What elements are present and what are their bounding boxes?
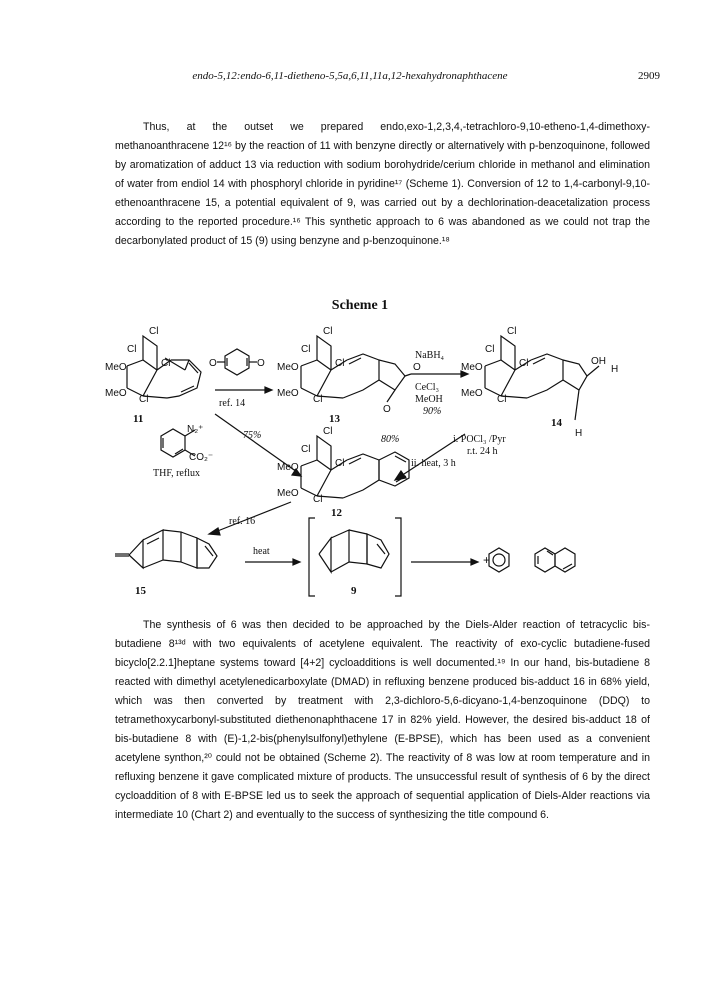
label-h: H [575,428,583,439]
benzyne-n2: N₂⁺ [187,424,204,435]
scheme-title: Scheme 1 [331,298,389,313]
label-oh: OH [591,356,606,367]
compound-15-structure [115,530,217,568]
reagent-ref16: ref. 16 [229,516,256,527]
label-cl: Cl [301,444,311,455]
naphthalene-structure [535,548,575,572]
scheme-1-figure [105,318,625,608]
reagent-ref14: ref. 14 [219,398,246,409]
compound-14-structure [485,336,599,420]
paragraph-text: The synthesis of 6 was then decided to be approached by the Diels-Alder reaction of tetracyclic bis-butadiene 8¹³ᵈ with two equivalents of acetylene equivalent. The reactivity of exo-cyclic butadiene-fused bicyclo[2.2.1]heptane systems toward [4+2] cycloadditions is well documented.¹⁹ In our hand, bis-butadiene 8 reacted with dimethyl acetylenedicarboxylate (DMAD) in refluxing benzene produced bis-adduct 16 in 68% yield, which was then converted by treatment with 2,3-dichloro-5,6-dicyano-1,4-benzoquinone (DDQ) to tetramethoxycarbonyl-substituted diethenonaphthacene 17 in 82% yield. However, the desired bis-adduct 18 of bis-butadiene 8 with (E)-1,2-bis(phenylsulfonyl)ethylene (E-BPSE), which has been used as a convenient acetylene synthon,²⁰ could not be obtained (Scheme 2). The reactivity of 8 was low at room temperature and in refluxing benzene it gave complicated mixture of products. The unsuccessful result of synthesis of 6 by the direct cycloaddition of 8 with E-BPSE led us to seek the approach of sequential application of Diels-Alder reactions via intermediate 10 (Chart 2) and eventually to the success of synthesizing the title compound 6. [115,619,650,821]
reagent-heat3h: ii. heat, 3 h [411,458,456,469]
label-cl: Cl [323,426,333,437]
label-cl: Cl [161,358,171,369]
label-meo: MeO [105,388,127,399]
label-cl: Cl [497,394,507,405]
reagent-cecl3: CeCl₃ [415,382,440,393]
label-meo: MeO [277,388,299,399]
label-cl: Cl [149,326,159,337]
label-cl: Cl [335,458,345,469]
reagent-meoh: MeOH [415,394,443,405]
label-meo: MeO [277,462,299,473]
reagent-nabh4: NaBH₄ [415,350,445,361]
benzoquinone-structure [217,349,257,375]
label-cl: Cl [139,394,149,405]
label-meo: MeO [105,362,127,373]
label-meo: MeO [277,488,299,499]
label-cl: Cl [313,494,323,505]
label-o: O [257,358,265,369]
yield-90: 90% [423,406,442,417]
yield-80: 80% [381,434,400,445]
label-cl: Cl [519,358,529,369]
label-cl: Cl [301,344,311,355]
compound-number-11: 11 [133,413,144,425]
reagent-rt24: r.t. 24 h [467,446,498,457]
label-cl: Cl [507,326,517,337]
compound-number-15: 15 [135,585,146,597]
label-cl: Cl [485,344,495,355]
label-meo: MeO [461,388,483,399]
compound-number-14: 14 [551,417,562,429]
benzyne-co2: CO₂⁻ [189,452,214,463]
running-head [120,70,660,86]
paragraph-intro [115,118,650,251]
label-cl: Cl [335,358,345,369]
compound-number-12: 12 [331,507,342,519]
paragraph-results [115,616,650,825]
label-cl: Cl [323,326,333,337]
reagent-pocl3: i. POCl₃ /Pyr [453,434,506,445]
reagent-heat: heat [253,546,270,557]
page-number: 2909 [638,70,660,82]
label-o: O [413,362,421,373]
compound-13-structure [301,336,411,402]
plus-sign: + [483,553,491,567]
label-o: O [383,404,391,415]
running-title: endo-5,12:endo-6,11-dietheno-5,5a,6,11,11a,12-hexahydronaphthacene [192,70,508,82]
compound-number-13: 13 [329,413,340,425]
compound-12-structure [301,436,409,498]
benzene-structure [489,548,509,572]
reagent-thf: THF, reflux [153,468,200,479]
label-meo: MeO [461,362,483,373]
label-h: H [611,364,619,375]
label-meo: MeO [277,362,299,373]
label-cl: Cl [313,394,323,405]
yield-75: 75% [243,430,262,441]
paragraph-text: Thus, at the outset we prepared endo,exo-1,2,3,4,-tetrachloro-9,10-etheno-1,4-dimethoxy-methanoanthracene 12¹⁶ by the reaction of 11 with benzyne directly or alternatively with p-benzoquinone, followed by aromatization of adduct 13 via reduction with sodium borohydride/cerium chloride in methanol and elimination of water from endiol 14 with phosphoryl chloride in pyridine¹⁷ (Scheme 1). Conversion of 12 to 1,4-carbonyl-9,10-ethenoanthracene 15, a potential equivalent of 9, was carried out by a dechlorination-deacetalization process according to the reported procedure.¹⁶ This synthetic approach to 6 was abandoned as we could not trap the decarbonylated product of 15 (9) using benzyne and p-benzoquinone.¹⁸ [115,121,650,247]
compound-number-9: 9 [351,585,357,597]
label-o: O [209,358,217,369]
label-cl: Cl [127,344,137,355]
